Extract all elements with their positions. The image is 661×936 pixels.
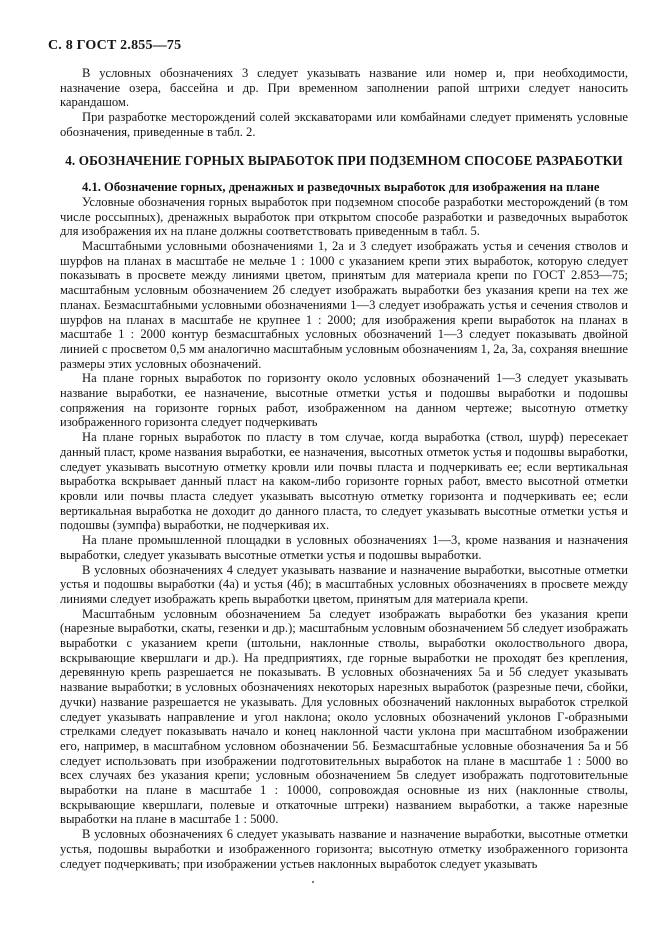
paragraph-3: На плане горных выработок по горизонту около условных обозначений 1—3 следует указывать название выработки, ее назначение, высотные отметки устья и подошвы выработки и подошвы сопряжения на горизонте горных работ, изображенном на данном чертеже; высотную отметку изображенного горизонта следует подчеркивать — [60, 371, 628, 430]
paragraph-1: Условные обозначения горных выработок при подземном способе разработки месторождений (в том числе россыпных), дренажных выработок при открытом способе разработки и разведочных выработок для изображения их на плане должны соответствовать приведенным в табл. 5. — [60, 194, 628, 239]
intro-paragraph-2: При разработке месторождений солей экскаваторами или комбайнами следует применять условные обозначения, приведенные в табл. 2. — [60, 110, 628, 139]
document-body — [60, 66, 628, 871]
subsection-number: 4.1. — [82, 180, 101, 195]
page-header: С. 8 ГОСТ 2.855—75 — [48, 38, 182, 53]
section-title: 4. ОБОЗНАЧЕНИЕ ГОРНЫХ ВЫРАБОТОК ПРИ ПОДЗЕМНОМ СПОСОБЕ РАЗРАБОТКИ — [65, 152, 623, 168]
intro-paragraph-1: В условных обозначениях 3 следует указывать название или номер и, при необходимости, назначение озера, бассейна и др. При временном заполнении рапой штрихи следует наносить карандашом. — [60, 66, 628, 110]
scan-speck — [312, 881, 314, 883]
paragraph-6: В условных обозначениях 4 следует указывать название и назначение выработки, высотные отметки устья и подошвы выработки (4а) и устья (4б); в масштабных условных обозначениях в просвете между линиями следует изображать крепь выработки цветом, принятым для материала крепи. — [60, 562, 628, 606]
paragraph-2: Масштабными условными обозначениями 1, 2а и 3 следует изображать устья и сечения стволов и шурфов на планах в масштабе не мельче 1 : 1000 с указанием крепи этих выработок, которую следует показывать в просвете между линиями цветом, принятым для материала крепи по ГОСТ 2.853—75; масштабным условным обозначением 2б следует изображать выработки без указания крепи на тех же планах. Безмасштабными условными обозначениями 1—3 следует изображать устья и сечения стволов и шурфов на планах в масштабе не крупнее 1 : 2000; для изображения крепи выработок на планах в масштабе 1 : 2000 контур безмасштабных условных обозначений 1—3 следует показывать двойной линией с просветом 0,5 мм аналогично масштабным условным обозначениям 1, 2а, 3а, сохраняя внешние размеры этих условных обозначений. — [60, 239, 628, 371]
subsection-title: Обозначение горных, дренажных и разведочных выработок для изображения на плане — [104, 180, 600, 195]
paragraph-8: В условных обозначениях 6 следует указывать название и назначение выработки, высотные отметки устья, подошвы выработки и изображенного горизонта; высотную отметку изображенного горизонта следует подчеркивать; при изображении устьев наклонных выработок следует указывать — [60, 827, 628, 871]
paragraph-4: На плане горных выработок по пласту в том случае, когда выработка (ствол, шурф) пересекает данный пласт, кроме названия выработки, ее назначения, высотных отметок устья и подошвы выработки, следует указывать высотную отметку кровли или почвы пласта и подчеркивать ее; если вертикальная выработка вскрывает данный пласт на каком-либо горизонте горных работ, вместо высотной отметки кровли или почвы пласта следует указывать высотную отметку горизонта и подчеркивать ее; если вертикальная выработка не доходит до данного пласта, то следует указывать высотные отметки устья и подошвы (зумпфа) выработки, не подчеркивая их. — [60, 430, 628, 533]
paragraph-7: Масштабным условным обозначением 5а следует изображать выработки без указания крепи (нарезные выработки, скаты, гезенки и др.); масштабным условным обозначением 5б следует изображать выработки с указанием крепи (штольни, наклонные стволы, выработки околоствольного двора, вскрывающие квершлаги и др.). На предприятиях, где горные выработки не проходят без крепления, деревянную крепь разрешается не показывать. В условных обозначениях 5а и 5б следует указывать название выработки; в условных обозначениях некоторых нарезных выработок (разрезные печи, сбойки, дучки) название разрешается не указывать. Для условных обозначений наклонных выработок стрелкой следует указывать направление и угол наклона; около условных обозначений уклонов Г-образными стрелками следует показывать начало и конец наклонной части уклона при масштабном изображении его, например, в масштабном условном обозначении 5б. Безмасштабные условные обозначения 5а и 5б следует использовать при изображении подготовительных выработок на плане в масштабе 1 : 5000 во всех случаях без указания крепи; условным обозначением 5в следует изображать подготовительные выработки на плане в масштабе 1 : 10000, сопровождая основные из них (наклонные стволы, вскрывающие квершлаги, полевые и откаточные штреки) названием выработки, а также нарезные выработки на плане в масштабе 1 : 5000. — [60, 606, 628, 827]
paragraph-5: На плане промышленной площадки в условных обозначениях 1—3, кроме названия и назначения выработки, следует указывать высотные отметки устья и подошвы выработки. — [60, 533, 628, 562]
subsection-heading — [60, 180, 628, 195]
